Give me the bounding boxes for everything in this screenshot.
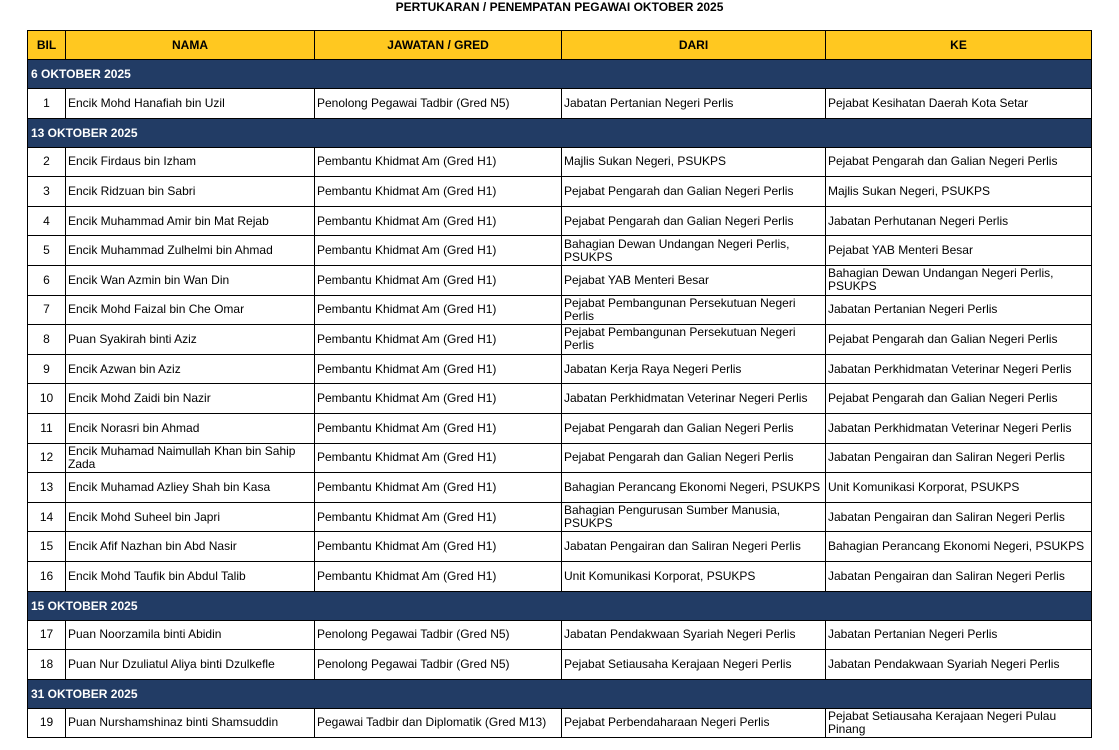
section-date: 13 OKTOBER 2025 [28, 118, 1092, 147]
cell-nama: Puan Noorzamila binti Abidin [66, 620, 315, 650]
section-row [28, 60, 1092, 89]
cell-dari: Pejabat Pembangunan Persekutuan Negeri Perlis [562, 295, 826, 325]
cell-dari: Pejabat Pengarah dan Galian Negeri Perlis [562, 443, 826, 473]
cell-nama: Encik Mohd Suheel bin Japri [66, 502, 315, 532]
cell-jawatan: Penolong Pegawai Tadbir (Gred N5) [315, 89, 562, 119]
cell-bil: 10 [28, 384, 66, 414]
cell-ke: Jabatan Pendakwaan Syariah Negeri Perlis [826, 650, 1092, 680]
cell-nama: Encik Ridzuan bin Sabri [66, 177, 315, 207]
cell-bil: 17 [28, 620, 66, 650]
table-row [28, 561, 1092, 591]
cell-nama: Encik Firdaus bin Izham [66, 147, 315, 177]
cell-dari: Jabatan Perkhidmatan Veterinar Negeri Perlis [562, 384, 826, 414]
cell-bil: 9 [28, 354, 66, 384]
cell-bil: 11 [28, 413, 66, 443]
cell-bil: 13 [28, 473, 66, 503]
cell-jawatan: Pembantu Khidmat Am (Gred H1) [315, 532, 562, 562]
cell-jawatan: Pembantu Khidmat Am (Gred H1) [315, 206, 562, 236]
cell-dari: Pejabat Pembangunan Persekutuan Negeri Perlis [562, 325, 826, 355]
cell-ke: Jabatan Pertanian Negeri Perlis [826, 620, 1092, 650]
cell-ke: Majlis Sukan Negeri, PSUKPS [826, 177, 1092, 207]
cell-bil: 4 [28, 206, 66, 236]
cell-nama: Puan Nurshamshinaz binti Shamsuddin [66, 708, 315, 738]
table-row [28, 177, 1092, 207]
table-row [28, 265, 1092, 295]
cell-ke: Jabatan Pengairan dan Saliran Negeri Perlis [826, 502, 1092, 532]
cell-ke: Pejabat Pengarah dan Galian Negeri Perlis [826, 384, 1092, 414]
cell-ke: Pejabat Setiausaha Kerajaan Negeri Pulau Pinang [826, 708, 1092, 738]
table-row [28, 443, 1092, 473]
cell-jawatan: Penolong Pegawai Tadbir (Gred N5) [315, 650, 562, 680]
cell-dari: Bahagian Perancang Ekonomi Negeri, PSUKPS [562, 473, 826, 503]
table-row [28, 502, 1092, 532]
cell-jawatan: Pembantu Khidmat Am (Gred H1) [315, 561, 562, 591]
cell-nama: Encik Azwan bin Aziz [66, 354, 315, 384]
table-row [28, 147, 1092, 177]
table-row [28, 325, 1092, 355]
cell-dari: Bahagian Dewan Undangan Negeri Perlis, PSUKPS [562, 236, 826, 266]
cell-nama: Encik Muhamad Azliey Shah bin Kasa [66, 473, 315, 503]
cell-dari: Majlis Sukan Negeri, PSUKPS [562, 147, 826, 177]
cell-nama: Encik Mohd Faizal bin Che Omar [66, 295, 315, 325]
cell-dari: Pejabat Pengarah dan Galian Negeri Perlis [562, 206, 826, 236]
cell-dari: Pejabat Setiausaha Kerajaan Negeri Perlis [562, 650, 826, 680]
table-row [28, 354, 1092, 384]
table-row [28, 295, 1092, 325]
section-date: 31 OKTOBER 2025 [28, 679, 1092, 708]
cell-jawatan: Pembantu Khidmat Am (Gred H1) [315, 443, 562, 473]
cell-ke: Jabatan Perkhidmatan Veterinar Negeri Perlis [826, 413, 1092, 443]
cell-nama: Encik Afif Nazhan bin Abd Nasir [66, 532, 315, 562]
header-row [28, 31, 1092, 60]
table-row [28, 206, 1092, 236]
cell-ke: Pejabat Pengarah dan Galian Negeri Perlis [826, 325, 1092, 355]
cell-bil: 2 [28, 147, 66, 177]
table-row [28, 473, 1092, 503]
section-row [28, 679, 1092, 708]
cell-nama: Encik Mohd Zaidi bin Nazir [66, 384, 315, 414]
cell-bil: 8 [28, 325, 66, 355]
cell-bil: 14 [28, 502, 66, 532]
cell-nama: Encik Mohd Hanafiah bin Uzil [66, 89, 315, 119]
table-row [28, 89, 1092, 119]
cell-jawatan: Pembantu Khidmat Am (Gred H1) [315, 265, 562, 295]
cell-ke: Unit Komunikasi Korporat, PSUKPS [826, 473, 1092, 503]
cell-bil: 1 [28, 89, 66, 119]
cell-jawatan: Pembantu Khidmat Am (Gred H1) [315, 502, 562, 532]
cell-bil: 6 [28, 265, 66, 295]
cell-dari: Unit Komunikasi Korporat, PSUKPS [562, 561, 826, 591]
header-nama: NAMA [66, 31, 315, 60]
cell-dari: Jabatan Pertanian Negeri Perlis [562, 89, 826, 119]
cell-ke: Pejabat YAB Menteri Besar [826, 236, 1092, 266]
cell-jawatan: Pembantu Khidmat Am (Gred H1) [315, 354, 562, 384]
cell-ke: Jabatan Pertanian Negeri Perlis [826, 295, 1092, 325]
cell-dari: Jabatan Pendakwaan Syariah Negeri Perlis [562, 620, 826, 650]
table-row [28, 532, 1092, 562]
table-row [28, 650, 1092, 680]
cell-nama: Encik Norasri bin Ahmad [66, 413, 315, 443]
section-date: 15 OKTOBER 2025 [28, 591, 1092, 620]
cell-nama: Encik Muhamad Naimullah Khan bin Sahip Zada [66, 443, 315, 473]
cell-dari: Bahagian Pengurusan Sumber Manusia, PSUKPS [562, 502, 826, 532]
cell-bil: 19 [28, 708, 66, 738]
cell-ke: Bahagian Dewan Undangan Negeri Perlis, PSUKPS [826, 265, 1092, 295]
cell-dari: Pejabat YAB Menteri Besar [562, 265, 826, 295]
cell-jawatan: Pembantu Khidmat Am (Gred H1) [315, 236, 562, 266]
section-row [28, 118, 1092, 147]
cell-jawatan: Pembantu Khidmat Am (Gred H1) [315, 384, 562, 414]
header-dari: DARI [562, 31, 826, 60]
cell-jawatan: Pembantu Khidmat Am (Gred H1) [315, 177, 562, 207]
cell-nama: Encik Mohd Taufik bin Abdul Talib [66, 561, 315, 591]
table-row [28, 708, 1092, 738]
cell-jawatan: Pembantu Khidmat Am (Gred H1) [315, 147, 562, 177]
cell-nama: Encik Muhammad Zulhelmi bin Ahmad [66, 236, 315, 266]
cell-ke: Jabatan Pengairan dan Saliran Negeri Perlis [826, 561, 1092, 591]
cell-dari: Pejabat Pengarah dan Galian Negeri Perlis [562, 177, 826, 207]
cell-nama: Puan Syakirah binti Aziz [66, 325, 315, 355]
cell-jawatan: Pembantu Khidmat Am (Gred H1) [315, 325, 562, 355]
cell-ke: Pejabat Kesihatan Daerah Kota Setar [826, 89, 1092, 119]
cell-bil: 15 [28, 532, 66, 562]
cell-nama: Puan Nur Dzuliatul Aliya binti Dzulkefle [66, 650, 315, 680]
cell-ke: Jabatan Pengairan dan Saliran Negeri Perlis [826, 443, 1092, 473]
header-ke: KE [826, 31, 1092, 60]
table-row [28, 384, 1092, 414]
cell-jawatan: Pembantu Khidmat Am (Gred H1) [315, 473, 562, 503]
cell-bil: 7 [28, 295, 66, 325]
cell-bil: 5 [28, 236, 66, 266]
cell-ke: Pejabat Pengarah dan Galian Negeri Perlis [826, 147, 1092, 177]
cell-dari: Pejabat Perbendaharaan Negeri Perlis [562, 708, 826, 738]
page-title: PERTUKARAN / PENEMPATAN PEGAWAI OKTOBER 2025 [395, 0, 724, 14]
cell-jawatan: Pembantu Khidmat Am (Gred H1) [315, 413, 562, 443]
table-body [28, 60, 1092, 738]
cell-bil: 12 [28, 443, 66, 473]
section-row [28, 591, 1092, 620]
cell-dari: Pejabat Pengarah dan Galian Negeri Perlis [562, 413, 826, 443]
header-jawatan: JAWATAN / GRED [315, 31, 562, 60]
cell-ke: Jabatan Perkhidmatan Veterinar Negeri Perlis [826, 354, 1092, 384]
cell-nama: Encik Muhammad Amir bin Mat Rejab [66, 206, 315, 236]
table-row [28, 413, 1092, 443]
cell-dari: Jabatan Kerja Raya Negeri Perlis [562, 354, 826, 384]
cell-dari: Jabatan Pengairan dan Saliran Negeri Perlis [562, 532, 826, 562]
header-bil: BIL [28, 31, 66, 60]
cell-ke: Jabatan Perhutanan Negeri Perlis [826, 206, 1092, 236]
cell-jawatan: Pembantu Khidmat Am (Gred H1) [315, 295, 562, 325]
cell-jawatan: Penolong Pegawai Tadbir (Gred N5) [315, 620, 562, 650]
transfer-table [27, 30, 1092, 738]
cell-ke: Bahagian Perancang Ekonomi Negeri, PSUKPS [826, 532, 1092, 562]
cell-bil: 16 [28, 561, 66, 591]
table-row [28, 620, 1092, 650]
section-date: 6 OKTOBER 2025 [28, 60, 1092, 89]
cell-jawatan: Pegawai Tadbir dan Diplomatik (Gred M13) [315, 708, 562, 738]
cell-bil: 3 [28, 177, 66, 207]
cell-nama: Encik Wan Azmin bin Wan Din [66, 265, 315, 295]
cell-bil: 18 [28, 650, 66, 680]
table-row [28, 236, 1092, 266]
